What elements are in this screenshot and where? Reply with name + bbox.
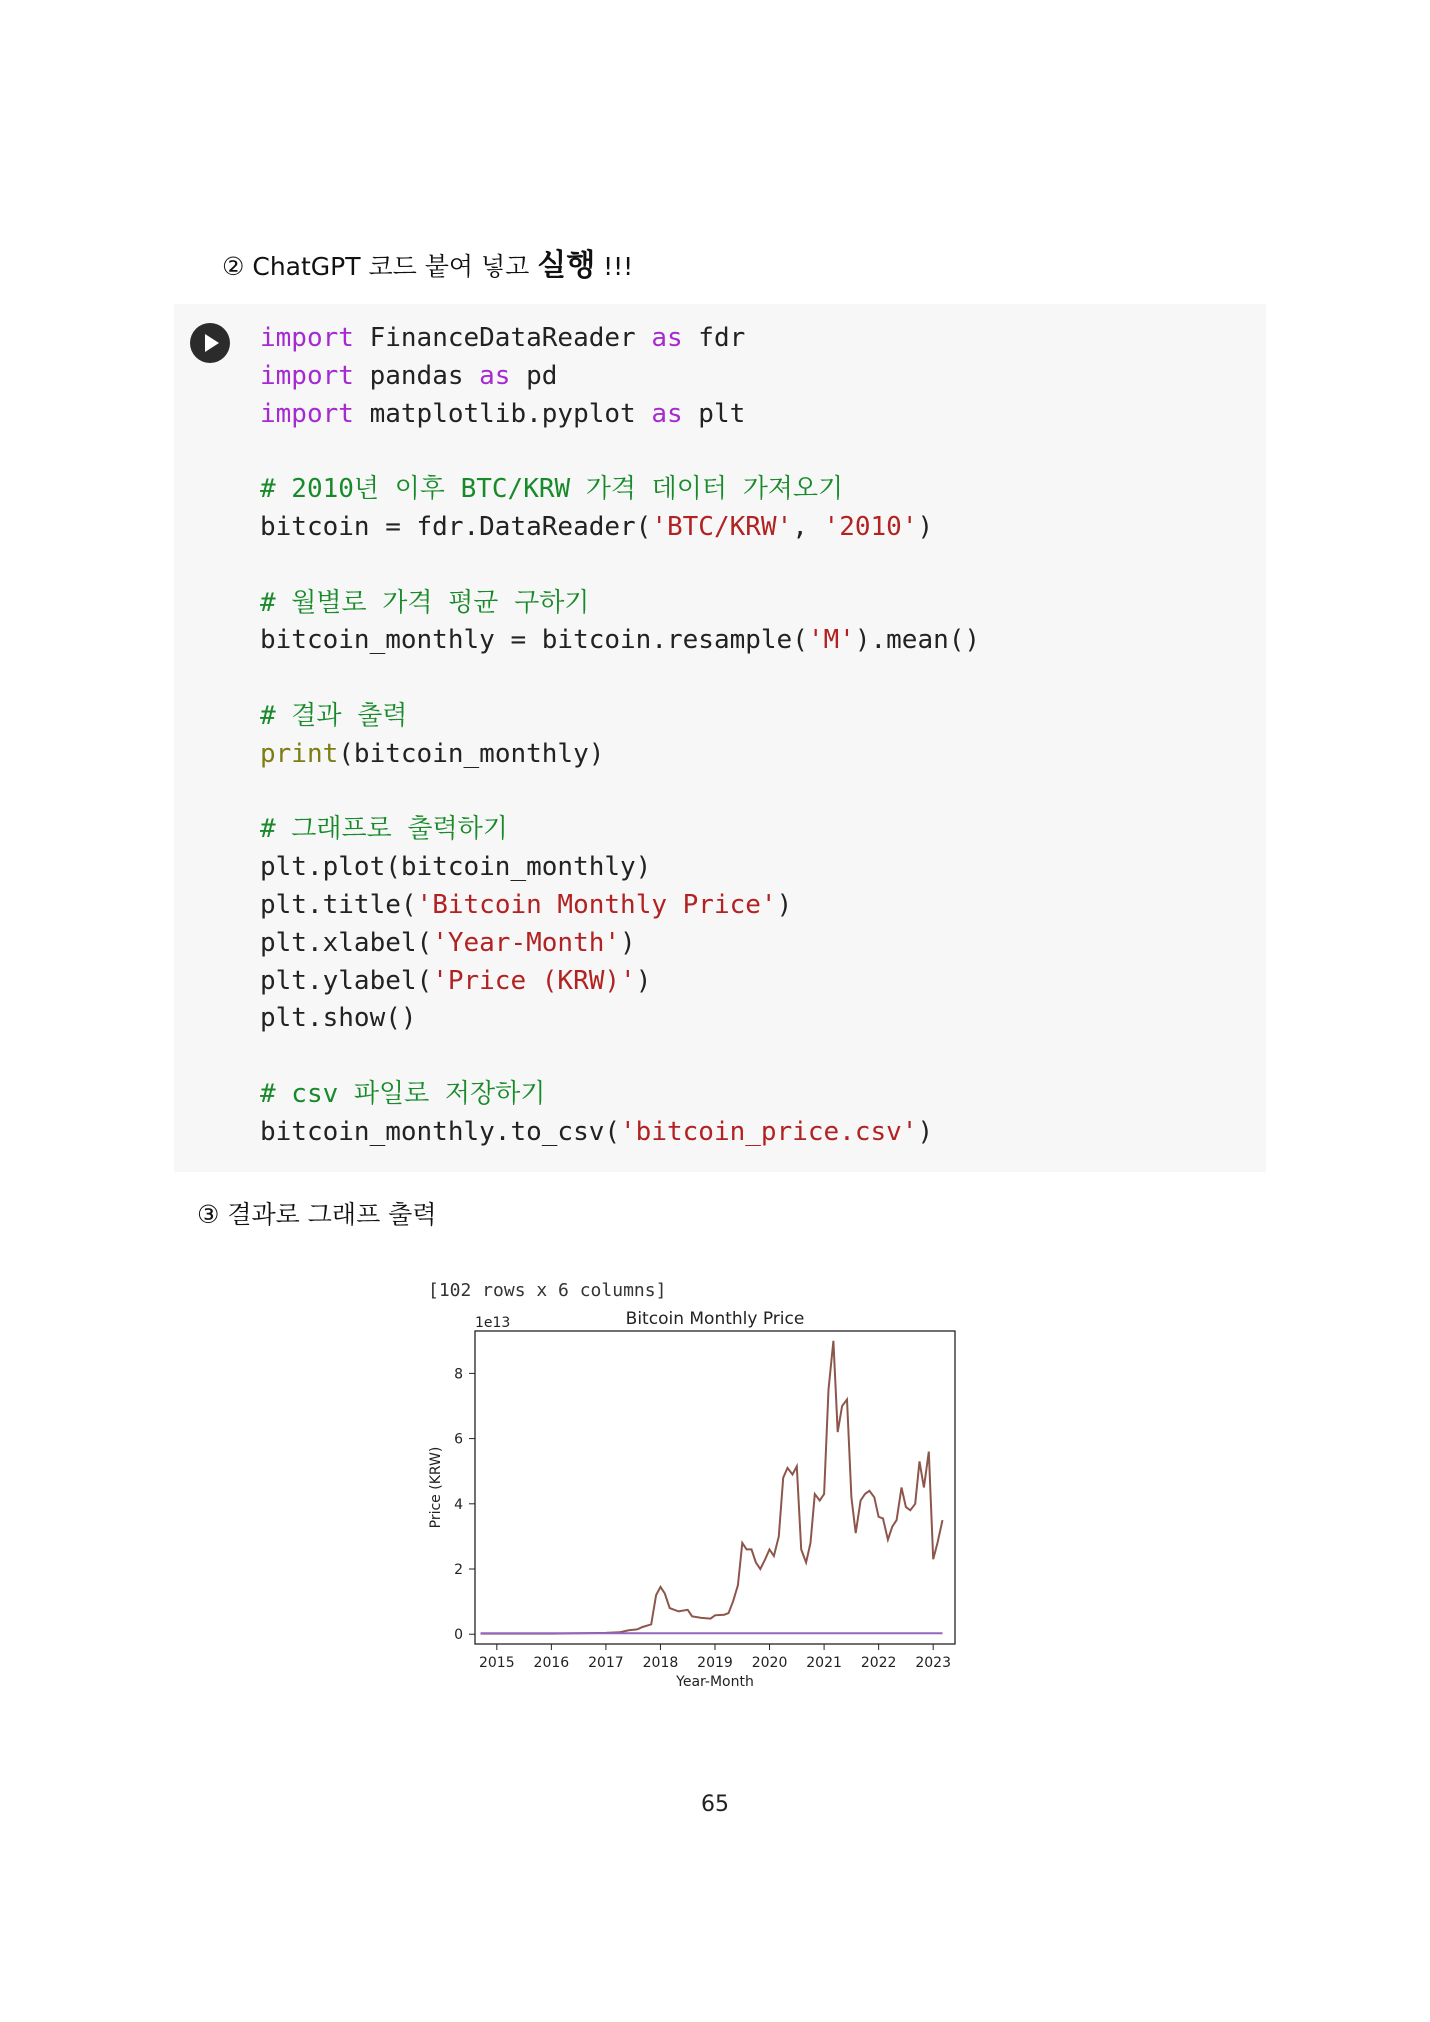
x-tick-label: 2020 [751, 1655, 788, 1671]
code-comment-3: # 결과 출력 [260, 700, 408, 731]
x-tick-label: 2019 [697, 1655, 733, 1671]
code-line-9: plt.xlabel('Year-Month') [260, 927, 636, 958]
step-2-text: ChatGPT 코드 붙여 넣고 [252, 252, 530, 281]
code-line-1: import FinanceDataReader as fdr [260, 323, 746, 353]
run-button-icon[interactable] [190, 323, 230, 363]
x-tick-label: 2023 [915, 1655, 952, 1671]
x-tick-label: 2016 [533, 1655, 570, 1671]
code-line-4: bitcoin = fdr.DataReader('BTC/KRW', '2010') [260, 511, 934, 542]
plot-frame [475, 1331, 955, 1644]
x-tick-label: 2015 [478, 1655, 515, 1671]
code-block [260, 320, 980, 1152]
x-tick-label: 2022 [860, 1655, 897, 1671]
page-number: 65 [701, 1792, 729, 1817]
y-tick-label: 2 [454, 1562, 463, 1579]
x-tick-label: 2017 [588, 1655, 624, 1671]
x-tick-label: 2021 [806, 1655, 842, 1671]
code-line-12: bitcoin_monthly.to_csv('bitcoin_price.csv') [260, 1116, 934, 1147]
step-3-heading [197, 1195, 436, 1231]
code-line-11: plt.show() [260, 1003, 417, 1034]
code-line-5: bitcoin_monthly = bitcoin.resample('M').mean() [260, 625, 981, 656]
x-tick-label: 2018 [642, 1655, 679, 1671]
y-tick-label: 6 [454, 1431, 463, 1448]
step-3-text: 결과로 그래프 출력 [227, 1200, 437, 1229]
output-rows-text: [102 rows x 6 columns] [428, 1280, 667, 1301]
code-comment-4: # 그래프로 출력하기 [260, 814, 508, 845]
step-2-heading [222, 240, 633, 284]
code-line-6: print(bitcoin_monthly) [260, 738, 605, 769]
bitcoin-price-chart [420, 1308, 980, 1700]
step-2-exclamation: !!! [603, 252, 634, 281]
step-2-marker: ② [222, 252, 245, 281]
y-offset-text: 1e13 [475, 1315, 511, 1331]
y-tick-label: 8 [454, 1366, 463, 1383]
code-line-2: import pandas as pd [260, 360, 558, 391]
step-3-marker: ③ [197, 1200, 220, 1229]
y-tick-label: 4 [454, 1496, 463, 1513]
code-cell [174, 304, 1266, 1172]
code-comment-2: # 월별로 가격 평균 구하기 [260, 587, 590, 618]
code-line-10: plt.ylabel('Price (KRW)') [260, 965, 652, 996]
chart-title: Bitcoin Monthly Price [625, 1309, 805, 1329]
step-2-bold-word: 실행 [537, 248, 596, 283]
y-axis-label: Price (KRW) [428, 1446, 444, 1529]
code-line-7: plt.plot(bitcoin_monthly) [260, 852, 652, 883]
code-comment-5: # csv 파일로 저장하기 [260, 1078, 546, 1109]
code-line-8: plt.title('Bitcoin Monthly Price') [260, 889, 793, 920]
code-line-3: import matplotlib.pyplot as plt [260, 398, 746, 429]
y-tick-label: 0 [454, 1627, 463, 1644]
code-comment-1: # 2010년 이후 BTC/KRW 가격 데이터 가져오기 [260, 474, 844, 505]
x-axis-label: Year-Month [676, 1674, 754, 1690]
